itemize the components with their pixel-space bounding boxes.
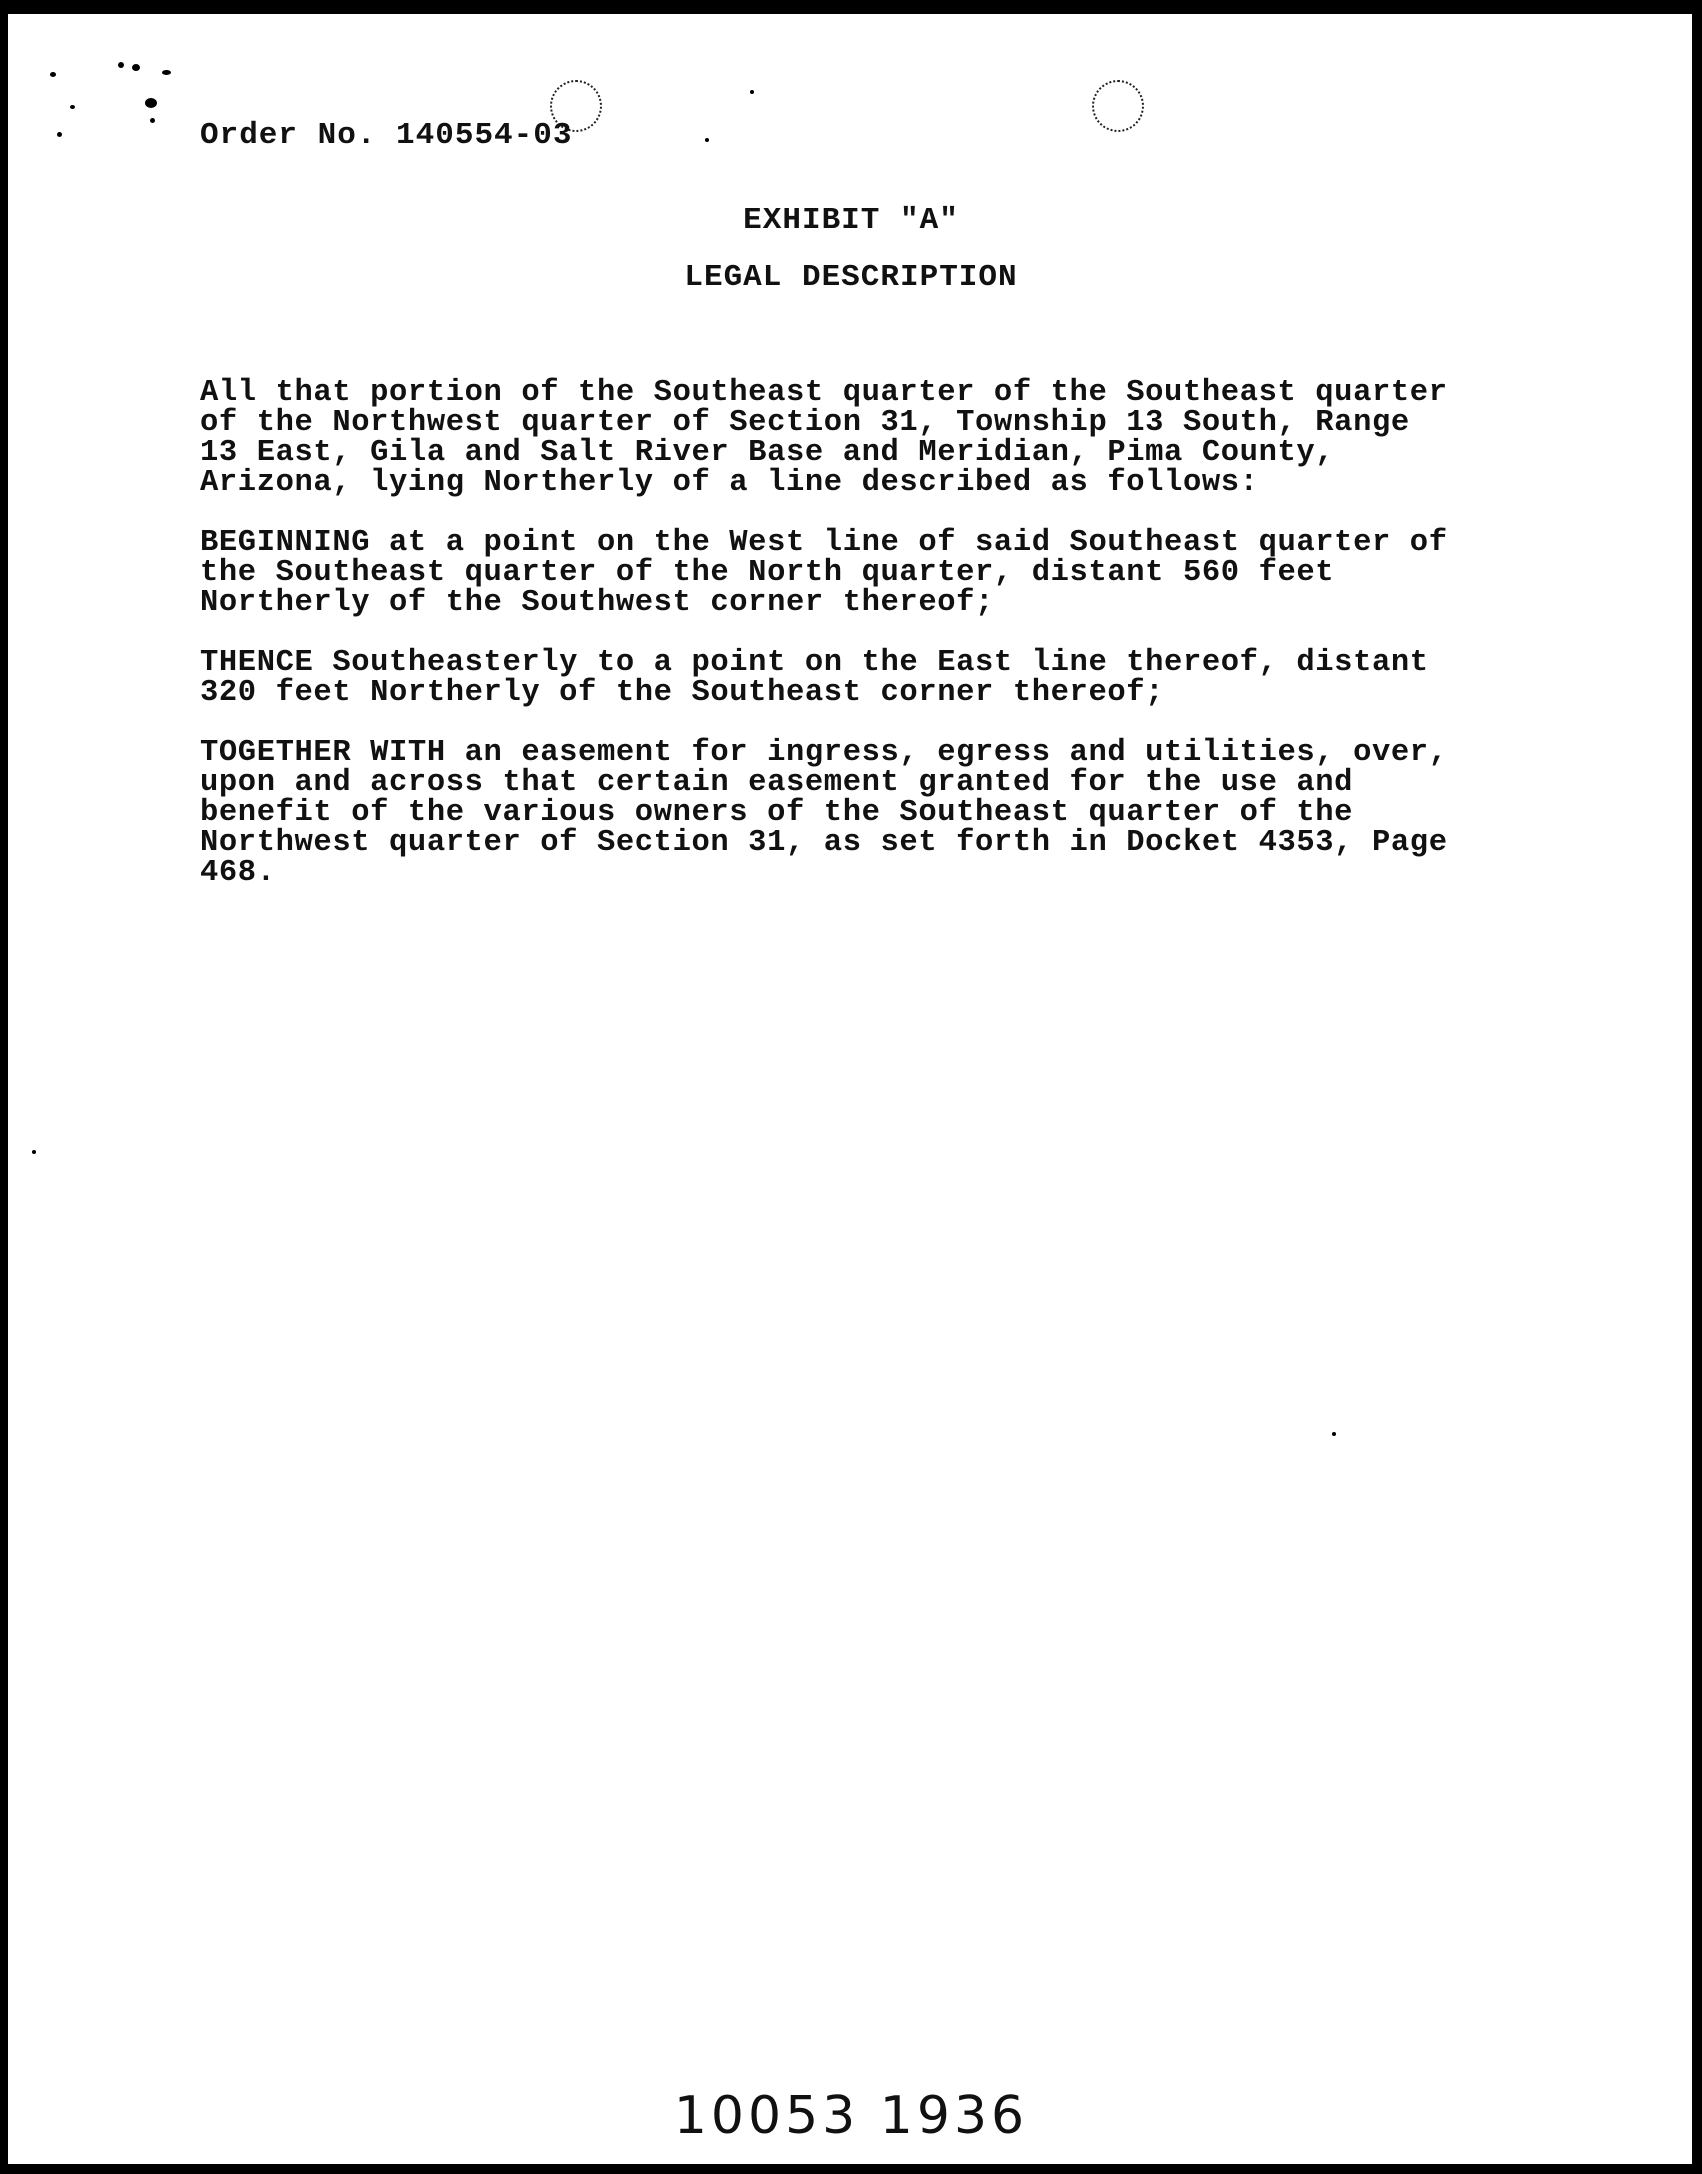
scan-speck [118, 62, 124, 68]
scan-speck [132, 64, 140, 71]
scan-speck [32, 1150, 36, 1154]
scan-speck [50, 72, 56, 77]
scan-speck [705, 138, 709, 142]
order-number: Order No. 140554-03 [200, 118, 573, 153]
scan-speck [1332, 1432, 1336, 1436]
scan-speck [750, 90, 754, 94]
scan-speck [150, 118, 155, 123]
paragraph-beginning: BEGINNING at a point on the West line of said Southeast quarter of the Southeast quarter of the North quarter, distant 560 feet Northerly of the Southwest corner thereof; [200, 526, 1448, 620]
recording-stamp-number: 10053 1936 [673, 2086, 1029, 2146]
paragraph-together-with: TOGETHER WITH an easement for ingress, egress and utilities, over, upon and across that certain easement granted for the use and benefit of the various owners of the Southeast quarter of the Northwest quarter of Section 31, as set forth in Docket 4353, Page 468. [200, 736, 1448, 890]
paragraph-thence: THENCE Southeasterly to a point on the East line thereof, distant 320 feet Northerly of the Southeast corner thereof; [200, 646, 1429, 710]
paragraph-intro: All that portion of the Southeast quarter of the Southeast quarter of the Northwest quarter of Section 31, Township 13 South, Range 13 East, Gila and Salt River Base and Meridian, Pima County, Arizona, lying Northerly of a line described as follows: [200, 376, 1448, 500]
scan-border-bottom [0, 2164, 1702, 2174]
scan-speck [162, 70, 171, 75]
scan-speck [145, 98, 157, 108]
scan-border-right [1692, 0, 1702, 2174]
exhibit-title: EXHIBIT "A" [743, 203, 959, 238]
scan-speck [70, 105, 75, 109]
scan-border-top [0, 0, 1702, 14]
legal-description-heading: LEGAL DESCRIPTION [684, 260, 1018, 295]
scan-border-left [0, 0, 8, 2174]
punch-hole [1092, 80, 1144, 132]
legal-description-body [200, 378, 1520, 918]
scan-speck [57, 132, 62, 137]
